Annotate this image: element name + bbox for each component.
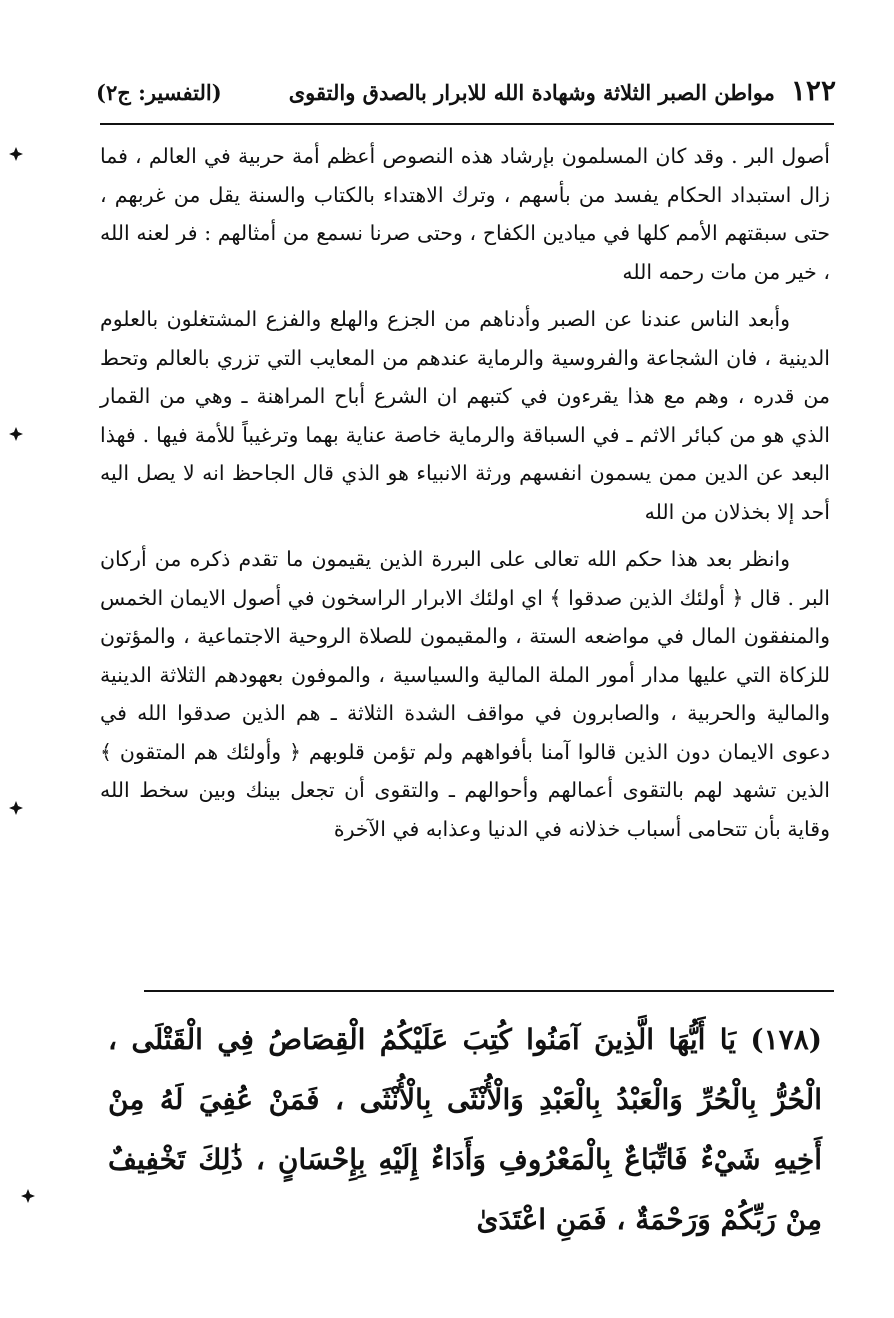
margin-mark-icon <box>8 800 24 816</box>
page-number: ١٢٢ <box>790 74 836 107</box>
margin-mark-icon <box>8 146 24 162</box>
paragraph: أصول البر . وقد كان المسلمون بإرشاد هذه النصوص أعظم أمة حربية في العالم ، فما زال استبداد الحكام يفسد من بأسهم ، وترك الاهتداء بالكتاب والسنة يقل من غربهم ، حتى سبقتهم الأمم كلها في ميادين الكفاح ، وحتى صرنا نسمع من أمثالهم : فر لعنه الله ، خير من مات رحمه الله <box>100 144 830 284</box>
verse-separator-rule <box>144 990 834 992</box>
margin-mark-icon <box>8 426 24 442</box>
page-header <box>96 74 836 118</box>
header-rule <box>100 123 834 125</box>
verse-text: (١٧٨) يَا أَيُّهَا الَّذِينَ آمَنُوا كُتِبَ عَلَيْكُمُ الْقِصَاصُ فِي الْقَتْلَى ، الْحُرُّ بِالْحُرِّ وَالْعَبْدُ بِالْعَبْدِ وَالْأُنْثَى بِالْأُنْثَى ، فَمَنْ عُفِيَ لَهُ مِنْ أَخِيهِ شَيْءٌ فَاتِّبَاعٌ بِالْمَعْرُوفِ وَأَدَاءٌ إِلَيْهِ بِإِحْسَانٍ ، ذَٰلِكَ تَخْفِيفٌ مِنْ رَبِّكُمْ وَرَحْمَةٌ ، فَمَنِ اعْتَدَىٰ <box>108 1023 823 1236</box>
quran-verse <box>108 1010 822 1250</box>
book-reference: (التفسير: ج٢) <box>96 80 222 105</box>
commentary-text <box>100 137 830 848</box>
paragraph: وانظر بعد هذا حكم الله تعالى على البررة الذين يقيمون ما تقدم ذكره من أركان البر . قال ﴿ أولئك الذين صدقوا ﴾ اي اولئك الابرار الراسخون في أصول الايمان الخمس والمنفقون المال في مواضعه الستة ، والمقيمون للصلاة الروحية الاجتماعية ، والمؤتون للزكاة التي عليها مدار أمور الملة المالية والسياسية ، والموفون بعهودهم الثلاثة الدينية والمالية والحربية ، والصابرون في مواقف الشدة الثلاثة ـ هم الذين صدقوا الله في دعوى الايمان دون الذين قالوا آمنا بأفواههم ولم تؤمن قلوبهم ﴿ وأولئك هم المتقون ﴾ الذين تشهد لهم بالتقوى أعمالهم وأحوالهم ـ والتقوى أن تجعل بينك وبين سخط الله وقاية بأن تتحامى أسباب خذلانه في الدنيا وعذابه في الآخرة <box>100 547 830 841</box>
running-title: مواطن الصبر الثلاثة وشهادة الله للابرار بالصدق والتقوى <box>288 80 775 105</box>
margin-mark-icon <box>20 1188 36 1204</box>
paragraph: وأبعد الناس عندنا عن الصبر وأدناهم من الجزع والهلع والفزع المشتغلون بالعلوم الدينية ، فان الشجاعة والفروسية والرماية عندهم من المعايب التي تزري بالعالم وتحط من قدره ، وهم مع هذا يقرءون في كتبهم ان الشرع أباح المراهنة ـ وهي من القمار الذي هو من كبائر الاثم ـ في السباقة والرماية خاصة عناية بهما وترغيباً للأمة فيها . فهذا البعد عن الدين ممن يسمون انفسهم ورثة الانبياء هو الذي قال الجاحظ انه لا يصل اليه أحد إلا بخذلان من الله <box>100 307 830 524</box>
